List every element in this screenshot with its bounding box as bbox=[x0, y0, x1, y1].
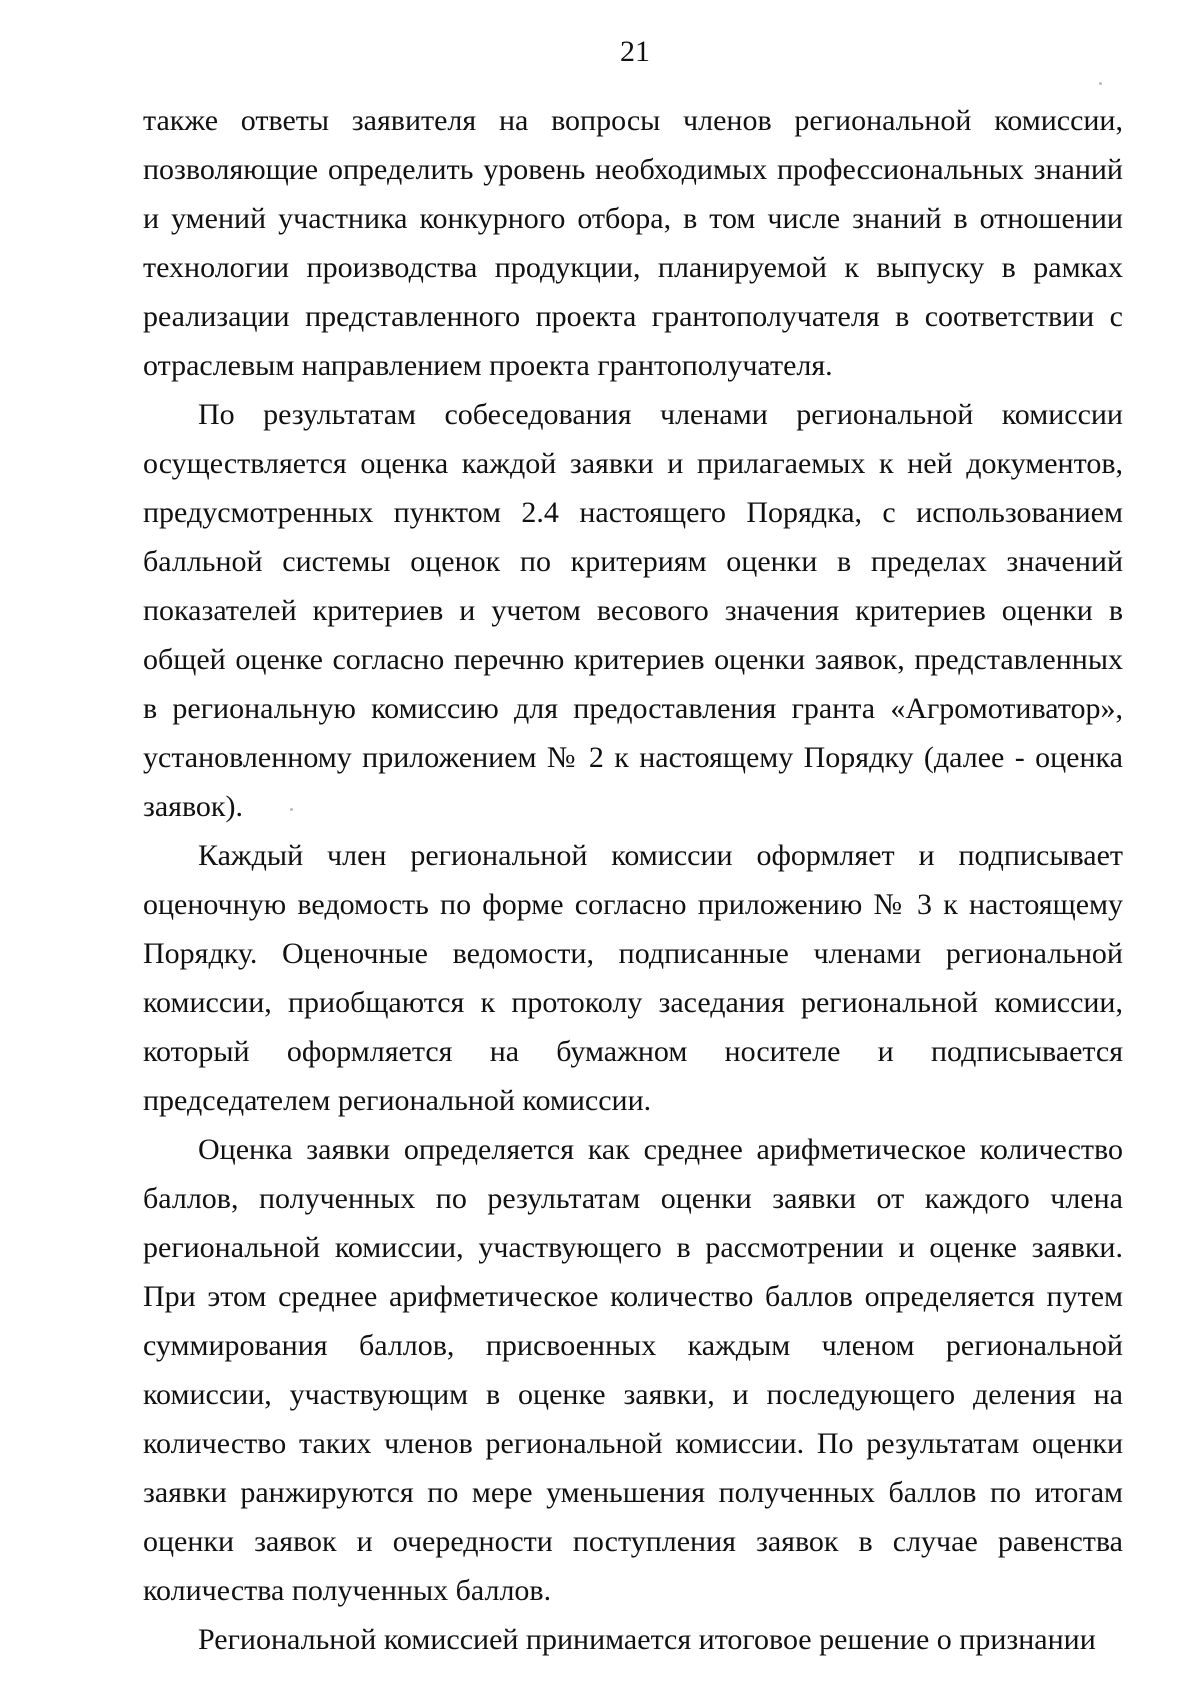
paragraph-5: Региональной комиссией принимается итоговое решение о признании bbox=[198, 1623, 1096, 1656]
paragraph-2: По результатам собеседования членами региональной комиссии осуществляется оценка каждой заявки и прилагаемых к ней документов, предусмотренных пунктом 2.4 настоящего Порядка, с использованием балльной системы оценок по критериям оценки в пределах значений показателей критериев и учетом весового значения критериев оценки в общей оценке согласно перечню критериев оценки заявок, представленных в региональную комиссию для предоставления гранта «Агромотиватор», установленному приложением № 2 к настоящему Порядку (далее - оценка заявок). bbox=[143, 398, 1123, 823]
scan-speck bbox=[290, 808, 293, 811]
paragraph-1: также ответы заявителя на вопросы членов региональной комиссии, позволяющие определить уровень необходимых профессиональных знаний и умений участника конкурного отбора, в том числе знаний в отношении технологии производства продукции, планируемой к выпуску в рамках реализации представленного проекта грантополучателя в соответствии с отраслевым направлением проекта грантополучателя. bbox=[143, 104, 1123, 382]
page-number: 21 bbox=[620, 35, 650, 68]
paragraph-3: Каждый член региональной комиссии оформляет и подписывает оценочную ведомость по форме согласно приложению № 3 к настоящему Порядку. Оценочные ведомости, подписанные членами региональной комиссии, приобщаются к протоколу заседания региональной комиссии, который оформляется на бумажном носителе и подписывается председателем региональной комиссии. bbox=[143, 839, 1123, 1117]
scan-speck bbox=[1099, 82, 1102, 85]
paragraph-4: Оценка заявки определяется как среднее арифметическое количество баллов, полученных по результатам оценки заявки от каждого члена региональной комиссии, участвующего в рассмотрении и оценке заявки. При этом среднее арифметическое количество баллов определяется путем суммирования баллов, присвоенных каждым членом региональной комиссии, участвующим в оценке заявки, и последующего деления на количество таких членов региональной комиссии. По результатам оценки заявки ранжируются по мере уменьшения полученных баллов по итогам оценки заявок и очередности поступления заявок в случае равенства количества полученных баллов. bbox=[143, 1133, 1123, 1607]
document-body bbox=[143, 96, 1123, 1664]
